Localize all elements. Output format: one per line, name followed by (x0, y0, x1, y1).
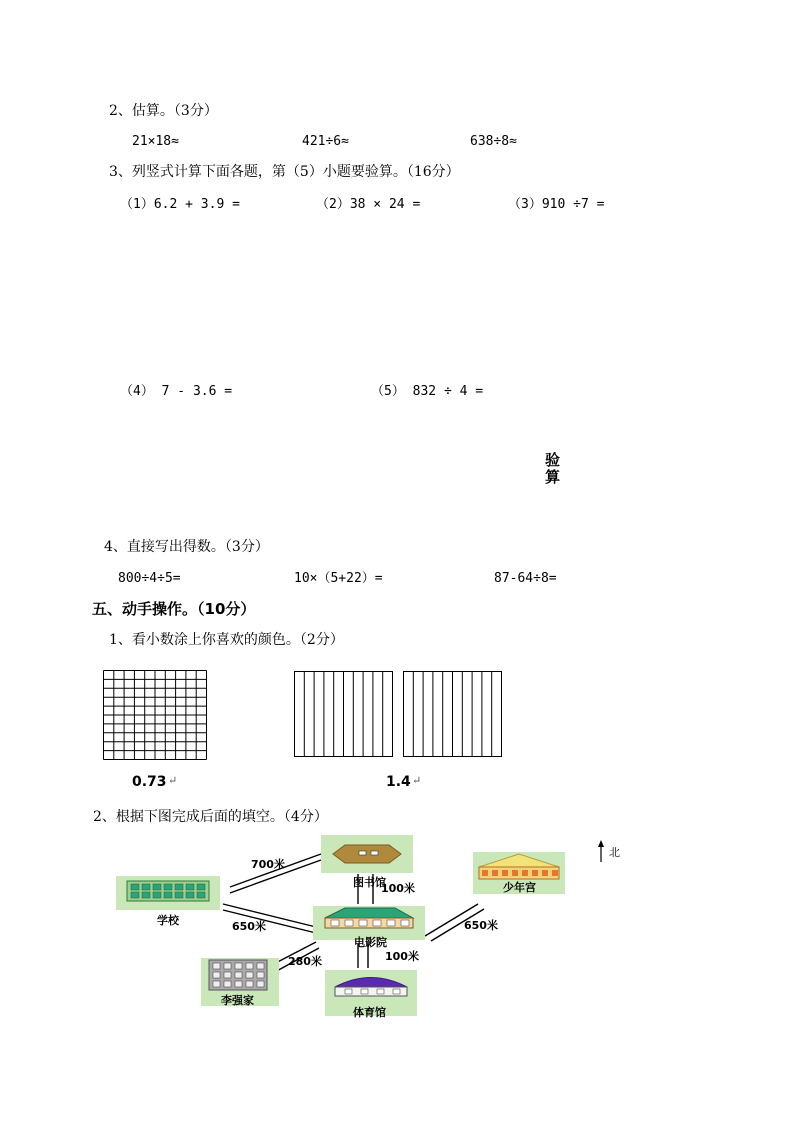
window-icon (345, 989, 352, 994)
gym-building (325, 970, 417, 1019)
s5-q1-heading: 1、看小数涂上你喜欢的颜色。（2分） (109, 632, 344, 648)
window-icon (175, 884, 183, 890)
q3-item-2: （2）38 × 24 = (316, 197, 421, 212)
window-icon (235, 963, 242, 969)
window-icon (512, 870, 518, 876)
q4-item-2: 10×（5+22）= (294, 571, 383, 586)
window-icon (224, 963, 231, 969)
cinema-label: 电影院 (354, 936, 387, 949)
window-icon (213, 981, 220, 987)
window-icon (213, 963, 220, 969)
dist-home-cinema: 280米 (288, 955, 322, 968)
window-icon (131, 884, 139, 890)
library-building (321, 835, 413, 889)
window-icon (164, 892, 172, 898)
window-icon (482, 870, 488, 876)
window-icon (331, 920, 339, 926)
window-icon (552, 870, 558, 876)
window-icon (197, 892, 205, 898)
window-icon (186, 884, 194, 890)
section5-heading: 五、动手操作。（10分） (92, 600, 256, 618)
q4-item-3: 87-64÷8= (494, 571, 557, 586)
window-icon (224, 981, 231, 987)
window-icon (373, 920, 381, 926)
window-icon (246, 963, 253, 969)
window-icon (257, 963, 264, 969)
label-14: 1.4 (386, 774, 411, 790)
dist-school-library: 700米 (251, 858, 285, 871)
gym-label: 体育馆 (353, 1006, 386, 1019)
q2-item-3: 638÷8≈ (470, 134, 517, 149)
window-icon (213, 972, 220, 978)
window-icon (359, 920, 367, 926)
window-icon (197, 884, 205, 890)
window-icon (401, 920, 409, 926)
dist-school-cinema: 650米 (232, 920, 266, 933)
window-icon (522, 870, 528, 876)
return-mark-icon: ↵ (168, 774, 178, 787)
window-icon (142, 884, 150, 890)
check-label-2: 算 (545, 468, 561, 486)
q4-item-1: 800÷4÷5= (118, 571, 181, 586)
library-label: 图书馆 (353, 876, 386, 889)
window-icon (257, 981, 264, 987)
window-icon (246, 981, 253, 987)
window-icon (393, 989, 400, 994)
q3-item-1: （1）6.2 + 3.9 = (120, 197, 240, 212)
window-icon (532, 870, 538, 876)
cinema-building (313, 906, 425, 949)
window-icon (502, 870, 508, 876)
youth-palace-building (473, 852, 565, 894)
dist-cinema-palace: 650米 (464, 919, 498, 932)
q2-item-2: 421÷6≈ (302, 134, 349, 149)
tenths-grids[interactable] (294, 671, 502, 757)
s5-q2-heading: 2、根据下图完成后面的填空。（4分） (93, 809, 328, 825)
window-icon (257, 972, 264, 978)
window-icon (542, 870, 548, 876)
window-icon (345, 920, 353, 926)
q3-item-3: （3）910 ÷7 = (508, 197, 605, 212)
route-map (113, 832, 633, 1022)
window-icon (377, 989, 384, 994)
window-icon (224, 972, 231, 978)
home-label: 李强家 (221, 994, 254, 1007)
window-icon (246, 972, 253, 978)
window-icon (235, 972, 242, 978)
north-label: 北 (609, 846, 620, 859)
window-icon (235, 981, 242, 987)
dist-cinema-gym: 100米 (385, 950, 419, 963)
label-073: 0.73 (132, 774, 167, 790)
window-icon (186, 892, 194, 898)
window-icon (131, 892, 139, 898)
window-icon (387, 920, 395, 926)
window-icon (153, 884, 161, 890)
home-building (201, 958, 279, 1007)
school-building (116, 876, 220, 927)
q3-item-5: （5） 832 ÷ 4 = (371, 384, 484, 399)
q3-heading: 3、列竖式计算下面各题，第（5）小题要验算。（16分） (109, 164, 460, 180)
q2-heading: 2、估算。（3分） (109, 103, 218, 119)
window-icon (175, 892, 183, 898)
north-arrow-icon (598, 840, 620, 862)
dist-library-cinema: 100米 (381, 882, 415, 895)
window-icon (361, 989, 368, 994)
check-label-1: 验 (545, 451, 561, 469)
q2-item-1: 21×18≈ (132, 134, 179, 149)
window-icon (492, 870, 498, 876)
return-mark-icon: ↵ (412, 774, 422, 787)
window-icon (153, 892, 161, 898)
q3-item-4: （4） 7 - 3.6 = (120, 384, 233, 399)
window-icon (142, 892, 150, 898)
school-label: 学校 (157, 914, 179, 927)
q4-heading: 4、直接写出得数。（3分） (104, 539, 269, 555)
youth-palace-label: 少年宫 (503, 881, 536, 894)
window-icon (164, 884, 172, 890)
hundredths-grid[interactable] (103, 670, 207, 760)
